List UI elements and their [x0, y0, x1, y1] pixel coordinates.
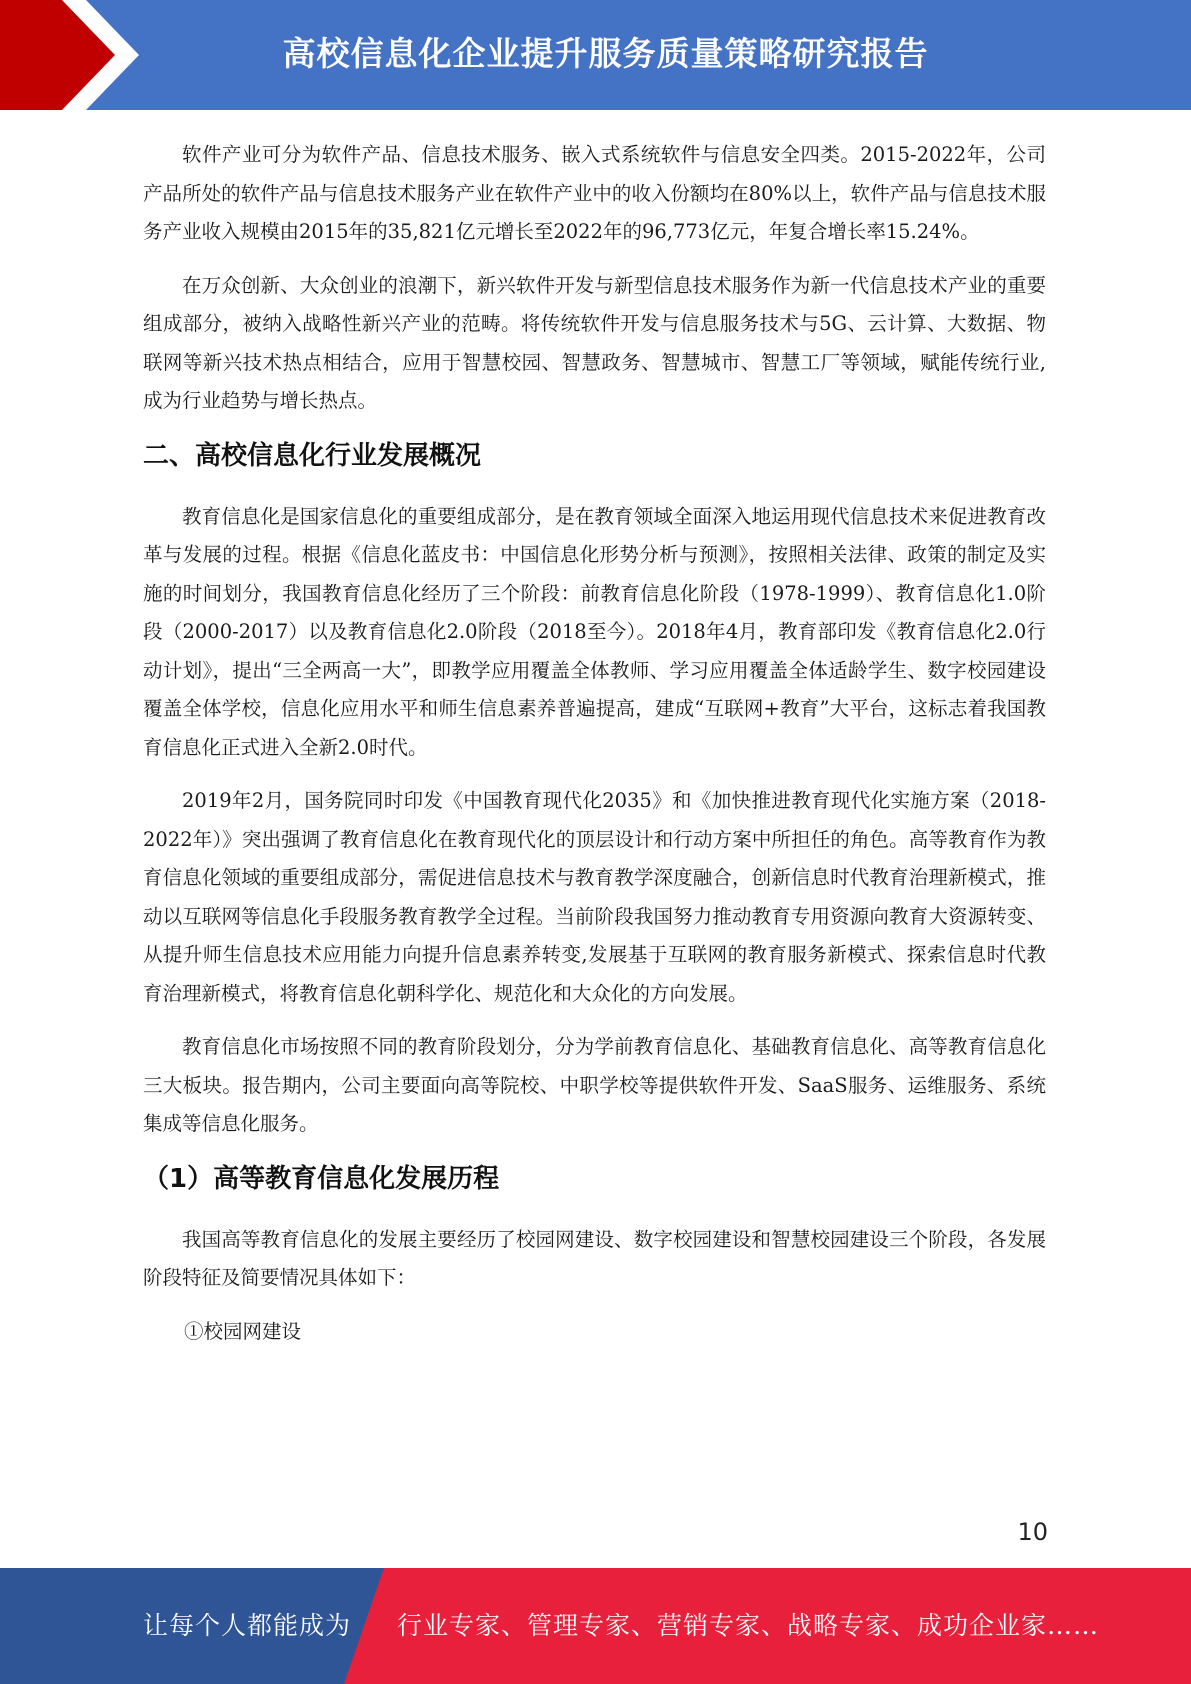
page-number: 10 — [1017, 1518, 1048, 1546]
list-item: ①校园网建设 — [184, 1319, 302, 1343]
page-header — [0, 0, 1191, 110]
paragraph-market-segments: 教育信息化市场按照不同的教育阶段划分，分为学前教育信息化、基础教育信息化、高等教育信息化三大板块。报告期内，公司主要面向高等院校、中职学校等提供软件开发、SaaS服务、运维服务、系统集成等信息化服务。 — [143, 1035, 1046, 1135]
paragraph-software-industry: 软件产业可分为软件产品、信息技术服务、嵌入式系统软件与信息安全四类。2015-2022年，公司产品所处的软件产品与信息技术服务产业在软件产业中的收入份额均在80%以上，软件产品与信息技术服务产业收入规模由2015年的35,821亿元增长至2022年的96,773亿元，年复合增长率15.24%。 — [143, 143, 1046, 243]
footer-slogan-right: 行业专家、管理专家、营销专家、战略专家、成功企业家…… — [397, 1611, 1100, 1640]
paragraph-development-stages: 我国高等教育信息化的发展主要经历了校园网建设、数字校园建设和智慧校园建设三个阶段，各发展阶段特征及简要情况具体如下： — [143, 1227, 1046, 1289]
paragraph-education-informatization: 教育信息化是国家信息化的重要组成部分，是在教育领域全面深入地运用现代信息技术来促进教育改革与发展的过程。根据《信息化蓝皮书：中国信息化形势分析与预测》，按照相关法律、政策的制定及实施的时间划分，我国教育信息化经历了三个阶段：前教育信息化阶段（1978-1999）、教育信息化1.0阶段（2000-2017）以及教育信息化2.0阶段（2018至今）。2018年4月，教育部印发《教育信息化2.0行动计划》，提出“三全两高一大”，即教学应用覆盖全体教师、学习应用覆盖全体适龄学生、数字校园建设覆盖全体学校，信息化应用水平和师生信息素养普遍提高，建成“互联网+教育”大平台，这标志着我国教育信息化正式进入全新2.0时代。 — [143, 504, 1046, 759]
subsection-heading: （1）高等教育信息化发展历程 — [143, 1163, 500, 1194]
paragraph-emerging-tech: 在万众创新、大众创业的浪潮下，新兴软件开发与新型信息技术服务作为新一代信息技术产业的重要组成部分，被纳入战略性新兴产业的范畴。将传统软件开发与信息服务技术与5G、云计算、大数据、物联网等新兴技术热点相结合，应用于智慧校园、智慧政务、智慧城市、智慧工厂等领域，赋能传统行业,成为行业趋势与增长热点。 — [143, 273, 1046, 412]
main-content — [143, 136, 1046, 1351]
footer-slogan-left: 让每个人都能成为 — [143, 1611, 352, 1640]
document-title: 高校信息化企业提升服务质量策略研究报告 — [282, 34, 929, 73]
paragraph-modernization-2035: 2019年2月，国务院同时印发《中国教育现代化2035》和《加快推进教育现代化实施方案（2018-2022年）》突出强调了教育信息化在教育现代化的顶层设计和行动方案中所担任的角色。高等教育作为教育信息化领域的重要组成部分，需促进信息技术与教育教学深度融合，创新信息时代教育治理新模式，推动以互联网等信息化手段服务教育教学全过程。当前阶段我国努力推动教育专用资源向教育大资源转变、从提升师生信息技术应用能力向提升信息素养转变,发展基于互联网的教育服务新模式、探索信息时代教育治理新模式，将教育信息化朝科学化、规范化和大众化的方向发展。 — [143, 789, 1046, 1005]
page-footer — [0, 1568, 1191, 1684]
section-heading: 二、高校信息化行业发展概况 — [143, 440, 482, 471]
